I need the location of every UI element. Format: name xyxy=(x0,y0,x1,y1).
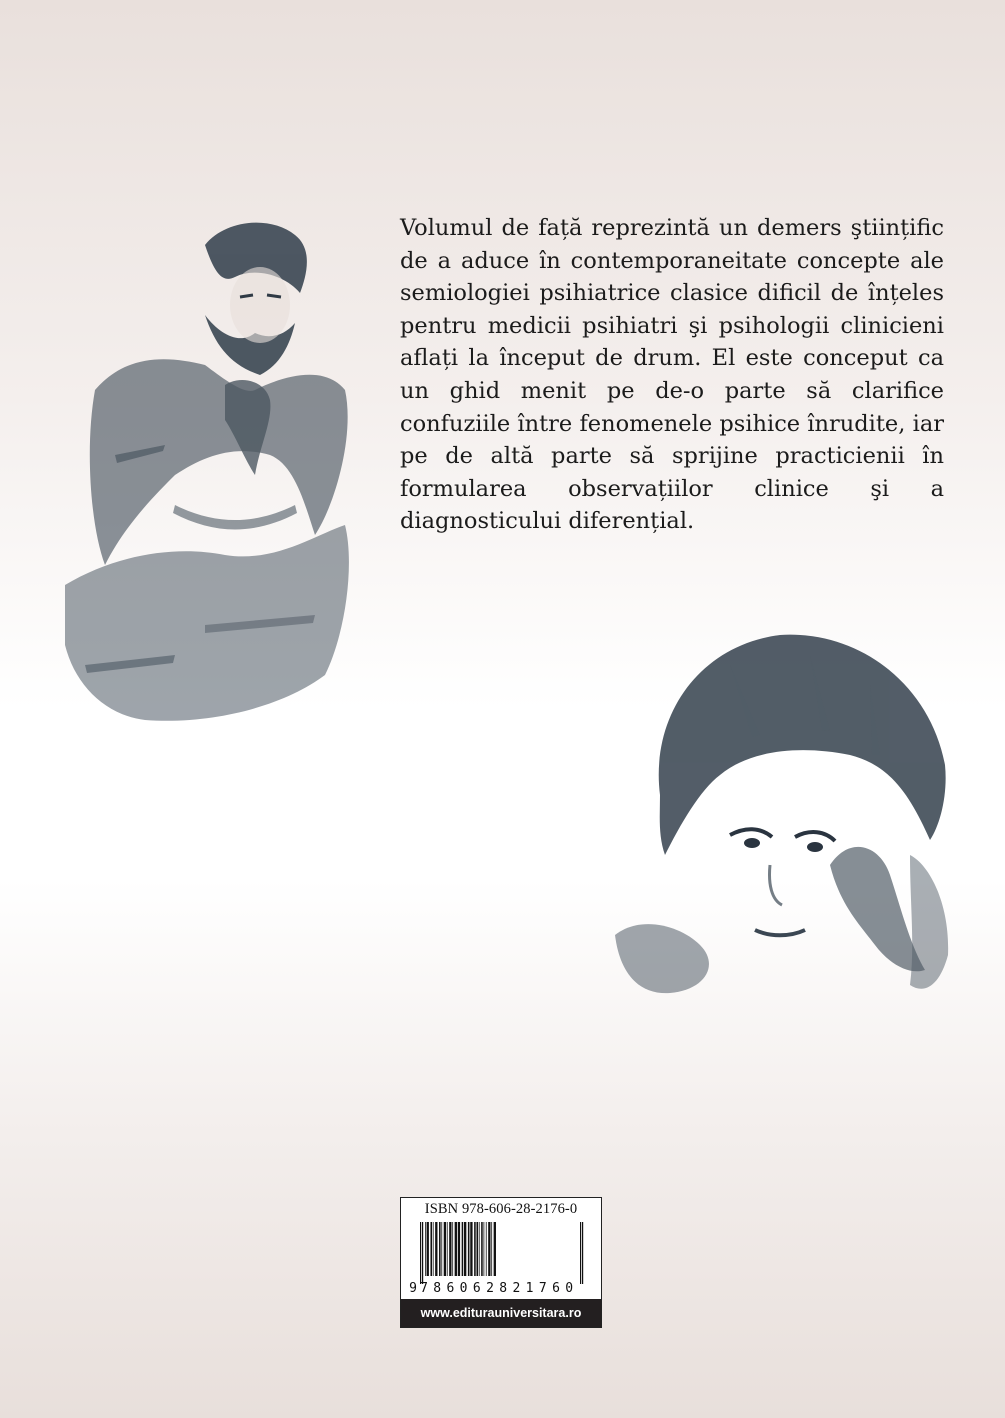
barcode-digit: 0 xyxy=(565,1281,574,1296)
barcode-bar xyxy=(444,1222,446,1276)
barcode-digit: 7 xyxy=(538,1281,547,1296)
child-illustration xyxy=(610,625,955,1000)
barcode-bar xyxy=(439,1222,441,1276)
barcode-bar xyxy=(458,1222,460,1276)
barcode-bar xyxy=(452,1222,453,1276)
barcode-bar xyxy=(479,1222,480,1276)
barcode-bar xyxy=(427,1222,429,1276)
barcode-guard-bar xyxy=(420,1222,421,1284)
barcode-bar xyxy=(470,1222,472,1276)
isbn-label: ISBN 978-606-28-2176-0 xyxy=(424,1201,578,1217)
barcode-digit: 0 xyxy=(459,1281,468,1296)
back-cover-blurb: Volumul de față reprezintă un demers ştiințific de a aduce în contemporaneitate concepte ale semiologiei psihiatrice clasice dificil de înțeles pentru medicii psihiatri şi psihologii clinicieni aflați la început de drum. El este conceput ca un ghid menit pe de-o parte să clarifice confuziile între fenomenele psihice înrudite, iar pe de altă parte să sprijine practicienii în formularea observațiilor clinice şi a diagnosticului diferențial. xyxy=(400,215,944,535)
barcode-bar xyxy=(484,1222,485,1276)
barcode-digit: 6 xyxy=(446,1281,455,1296)
barcode-bar xyxy=(455,1222,457,1276)
barcode-digit: 1 xyxy=(525,1281,534,1296)
barcode-bar xyxy=(488,1222,490,1276)
barcode-bar xyxy=(425,1222,426,1276)
barcode-bar xyxy=(491,1222,492,1276)
barcode-bar xyxy=(474,1222,476,1276)
isbn-barcode-box xyxy=(400,1197,602,1328)
barcode xyxy=(410,1222,592,1294)
barcode-bar xyxy=(447,1222,448,1276)
barcode-digit: 9 xyxy=(409,1281,417,1296)
barcode-guard-bar xyxy=(582,1222,583,1284)
barcode-bar xyxy=(441,1222,442,1276)
barcode-guard-bar xyxy=(422,1222,423,1284)
barcode-digit: 8 xyxy=(433,1281,442,1296)
barcode-digit: 2 xyxy=(512,1281,521,1296)
barcode-digit: 2 xyxy=(486,1281,494,1296)
barcode-bar xyxy=(464,1222,466,1276)
barcode-bar xyxy=(494,1222,496,1276)
barcode-digit: 7 xyxy=(420,1281,428,1296)
barcode-guard-bar xyxy=(580,1222,581,1284)
barcode-digit: 6 xyxy=(552,1281,560,1296)
barcode-digit: 8 xyxy=(499,1281,508,1296)
barcode-bar xyxy=(468,1222,470,1276)
man-illustration xyxy=(55,205,395,745)
barcode-bar xyxy=(486,1222,487,1276)
barcode-digit: 6 xyxy=(472,1281,481,1296)
barcode-bar xyxy=(481,1222,483,1276)
barcode-bar xyxy=(430,1222,432,1276)
barcode-bar xyxy=(435,1222,437,1276)
barcode-bar xyxy=(449,1222,451,1276)
barcode-bar xyxy=(476,1222,478,1276)
publisher-website: www.editurauniversitara.ro xyxy=(401,1299,601,1327)
barcode-bar xyxy=(462,1222,464,1276)
barcode-bar xyxy=(433,1222,434,1276)
